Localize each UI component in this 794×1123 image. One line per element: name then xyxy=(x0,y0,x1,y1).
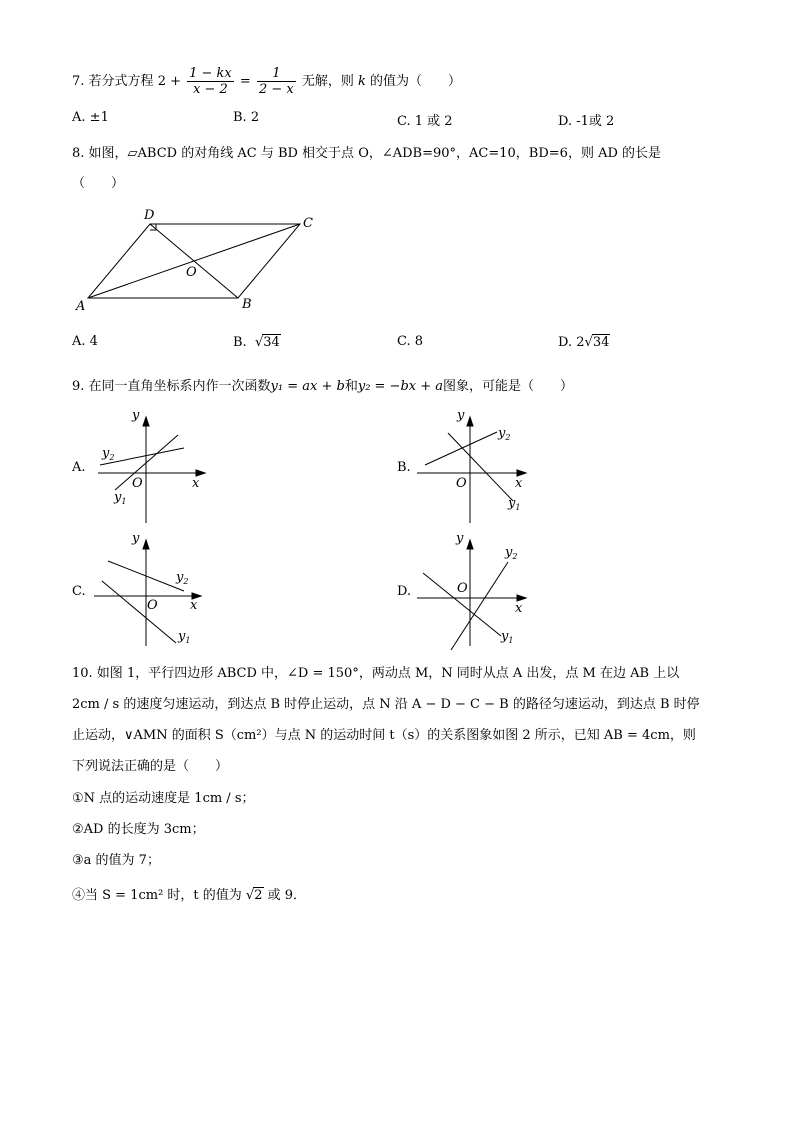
q9-graph-c xyxy=(90,528,220,653)
q9-graph-a xyxy=(90,405,220,530)
q9-option-c-label: C. xyxy=(72,584,86,599)
q7-fraction-1 xyxy=(187,66,234,97)
q10-statement-1: ①N 点的运动速度是 1cm / s； xyxy=(72,791,255,806)
y1-label: $y_1$ xyxy=(114,490,127,506)
q9-option-b-label: B. xyxy=(397,460,411,475)
origin-label: O xyxy=(457,581,468,596)
q10-line3: 止运动，∨AMN 的面积 S（cm²）与点 N 的运动时间 t（s）的关系图象如图 2 所示，已知 AB = 4cm，则 xyxy=(72,728,696,743)
y1-label: $y_1$ xyxy=(501,629,514,645)
q10-statement-2: ②AD 的长度为 3cm； xyxy=(72,822,205,837)
q9-option-d-label: D. xyxy=(397,584,412,599)
label-a: A xyxy=(76,299,86,314)
q10-statement-3: ③a 的值为 7； xyxy=(72,853,160,868)
q7-fraction-2 xyxy=(257,66,296,97)
axis-x-label: x xyxy=(515,601,523,616)
q7-frac1-den: x − 2 xyxy=(193,82,228,97)
q9-graph-d xyxy=(413,528,543,653)
q7-frac1-num: 1 − kx xyxy=(189,66,232,81)
axis-y-label: y xyxy=(457,408,465,423)
q7-option-c: C. 1 或 2 xyxy=(397,114,453,129)
q7-suffix2: 的值为（ ） xyxy=(370,74,462,89)
q8-option-a: A. 4 xyxy=(72,334,98,349)
q7-var: k xyxy=(358,74,366,89)
q7-frac2-den: 2 − x xyxy=(258,82,294,97)
label-d: D xyxy=(144,208,155,223)
axis-y-label: y xyxy=(456,531,464,546)
q9-fn1: y₁ = ax + b xyxy=(270,379,345,394)
axis-x-label: x xyxy=(515,476,523,491)
y2-label: $y_2$ xyxy=(498,426,511,442)
line-y2 xyxy=(451,562,508,650)
axis-x-label: x xyxy=(190,598,198,613)
q10-statement-4: ④当 S = 1cm² 时，t 的值为 √2 或 9． xyxy=(72,888,307,903)
q9-graph-b xyxy=(413,405,543,530)
q10-line2: 2cm / s 的速度匀速运动，到达点 B 时停止运动，点 N 沿 A − D − C − B 的路径匀速运动，到达点 B 时停 xyxy=(72,697,700,712)
q8-option-b: B. √34 xyxy=(233,335,280,350)
label-b: B xyxy=(242,297,252,312)
y2-label: $y_2$ xyxy=(176,570,189,586)
q7-frac2-num: 1 xyxy=(257,66,296,82)
q7-stem xyxy=(72,64,461,100)
q7-option-a: A. ±1 xyxy=(72,110,109,125)
y-arrow xyxy=(143,540,149,549)
q8-option-c: C. 8 xyxy=(397,334,424,349)
q8-stem-line1: 8. 如图，▱ABCD 的对角线 AC 与 BD 相交于点 O，∠ADB=90°，AC=10，BD=6，则 AD 的长是 xyxy=(72,146,662,161)
q10-line1: 10. 如图 1，平行四边形 ABCD 中，∠D = 150°，两动点 M，N 同时从点 A 出发，点 M 在边 AB 上以 xyxy=(72,666,680,681)
axis-y-label: y xyxy=(132,531,140,546)
q7-option-b: B. 2 xyxy=(233,110,260,125)
q9-stem: 9. 在同一直角坐标系内作一次函数y₁ = ax + b和y₂ = −bx + a图象，可能是（ ） xyxy=(72,379,574,394)
q8-stem-line2: （ ） xyxy=(72,176,125,191)
q10-line4: 下列说法正确的是（ ） xyxy=(72,759,229,774)
q9-fn2: y₂ = −bx + a xyxy=(357,379,444,394)
line-y2 xyxy=(425,432,497,465)
origin-label: O xyxy=(456,476,467,491)
origin-label: O xyxy=(132,476,143,491)
y-arrow xyxy=(143,417,149,426)
y2-label: $y_2$ xyxy=(102,446,115,462)
q7-eq-lead: 2 + xyxy=(157,74,181,89)
origin-label: O xyxy=(147,598,158,613)
q7-prefix: 7. 若分式方程 xyxy=(72,74,154,89)
diagonal-bd xyxy=(150,224,238,298)
q8-parallelogram-figure xyxy=(70,200,330,315)
q7-equals: = xyxy=(239,74,251,89)
y-arrow xyxy=(467,540,473,549)
axis-x-label: x xyxy=(192,476,200,491)
q7-suffix1: 无解，则 xyxy=(301,74,354,89)
y2-label: $y_2$ xyxy=(505,545,518,561)
q9-option-a-label: A. xyxy=(72,460,86,475)
q8-option-d: D. 2√34 xyxy=(558,335,610,350)
axis-y-label: y xyxy=(132,408,140,423)
line-y1 xyxy=(102,581,176,643)
label-o: O xyxy=(186,265,197,280)
label-c: C xyxy=(303,216,313,231)
y1-label: $y_1$ xyxy=(508,496,521,512)
y1-label: $y_1$ xyxy=(178,629,191,645)
q7-option-d: D. -1或 2 xyxy=(558,114,615,129)
y-arrow xyxy=(467,417,473,426)
